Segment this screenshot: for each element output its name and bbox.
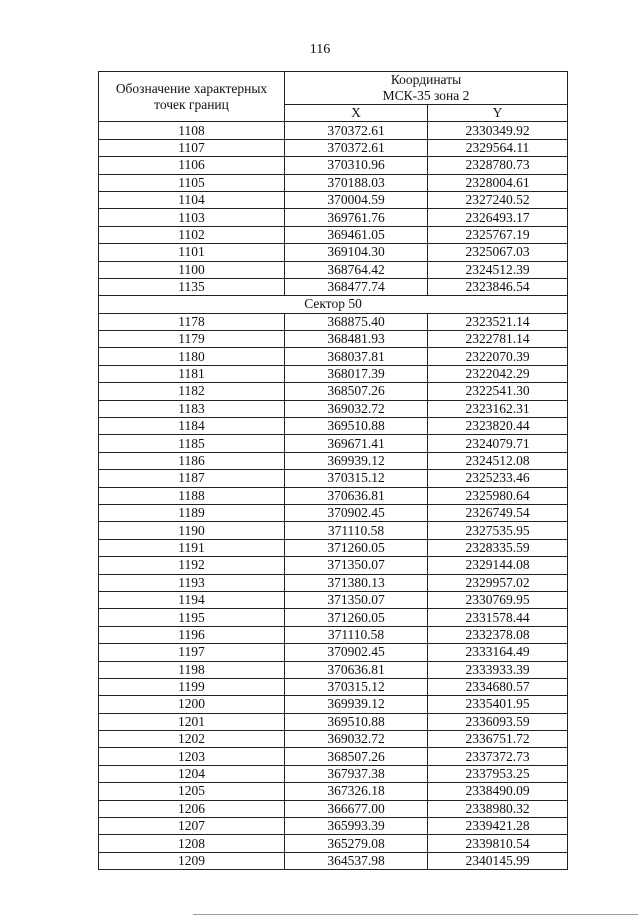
point-id-cell: 1190 [99,522,285,539]
page-number: 116 [309,42,331,57]
x-coordinate-cell: 370315.12 [285,470,428,487]
y-coordinate-cell: 2325233.46 [428,470,568,487]
point-id-cell: 1101 [99,244,285,261]
x-coordinate-cell: 370372.61 [285,122,428,139]
y-coordinate-cell: 2323521.14 [428,313,568,330]
point-id-cell: 1203 [99,748,285,765]
point-id-cell: 1192 [99,557,285,574]
coordinates-table [98,71,568,870]
y-coordinate-cell: 2326493.17 [428,209,568,226]
point-id-cell: 1191 [99,539,285,556]
y-coordinate-cell: 2330769.95 [428,591,568,608]
point-id-cell: 1207 [99,818,285,835]
point-id-cell: 1200 [99,696,285,713]
x-coordinate-cell: 369510.88 [285,418,428,435]
table-row [99,209,568,226]
x-coordinate-cell: 370310.96 [285,157,428,174]
point-id-cell: 1180 [99,348,285,365]
table-row [99,783,568,800]
x-coordinate-cell: 369461.05 [285,226,428,243]
table-row [99,418,568,435]
point-id-cell: 1185 [99,435,285,452]
x-coordinate-cell: 368875.40 [285,313,428,330]
point-id-cell: 1193 [99,574,285,591]
header-coordinates [285,72,568,105]
x-coordinate-cell: 369032.72 [285,731,428,748]
point-id-cell: 1208 [99,835,285,852]
x-coordinate-cell: 368017.39 [285,365,428,382]
table-row [99,226,568,243]
point-id-cell: 1198 [99,661,285,678]
header-point-designation [99,72,285,122]
table-header [99,72,568,122]
x-coordinate-cell: 369104.30 [285,244,428,261]
x-coordinate-cell: 369761.76 [285,209,428,226]
x-coordinate-cell: 369939.12 [285,452,428,469]
point-id-cell: 1184 [99,418,285,435]
point-id-cell: 1182 [99,383,285,400]
x-coordinate-cell: 365993.39 [285,818,428,835]
y-coordinate-cell: 2322070.39 [428,348,568,365]
y-coordinate-cell: 2333933.39 [428,661,568,678]
table-row [99,504,568,521]
x-coordinate-cell: 371350.07 [285,591,428,608]
x-coordinate-cell: 364537.98 [285,852,428,869]
table-row [99,852,568,869]
header-coordinate-system: МСК-35 зона 2 [382,88,470,103]
point-id-cell: 1189 [99,504,285,521]
x-coordinate-cell: 367937.38 [285,765,428,782]
y-coordinate-cell: 2339810.54 [428,835,568,852]
table-row [99,313,568,330]
x-coordinate-cell: 371380.13 [285,574,428,591]
point-id-cell: 1209 [99,852,285,869]
point-id-cell: 1178 [99,313,285,330]
table-row [99,800,568,817]
point-id-cell: 1106 [99,157,285,174]
point-id-cell: 1196 [99,626,285,643]
point-id-cell: 1205 [99,783,285,800]
y-coordinate-cell: 2327240.52 [428,191,568,208]
x-coordinate-cell: 371350.07 [285,557,428,574]
table-row [99,278,568,295]
table-row [99,748,568,765]
point-id-cell: 1186 [99,452,285,469]
table-row [99,174,568,191]
header-point-designation-text: Обозначение характерных точек границ [115,80,268,112]
table-row [99,818,568,835]
x-coordinate-cell: 369939.12 [285,696,428,713]
point-id-cell: 1188 [99,487,285,504]
x-coordinate-cell: 370902.45 [285,644,428,661]
sector-label: Сектор 50 [99,296,568,313]
x-coordinate-cell: 371110.58 [285,626,428,643]
x-coordinate-cell: 370636.81 [285,487,428,504]
y-coordinate-cell: 2328335.59 [428,539,568,556]
y-coordinate-cell: 2337372.73 [428,748,568,765]
table-row [99,487,568,504]
point-id-cell: 1187 [99,470,285,487]
point-id-cell: 1201 [99,713,285,730]
y-coordinate-cell: 2326749.54 [428,504,568,521]
table-row [99,331,568,348]
y-coordinate-cell: 2330349.92 [428,122,568,139]
table-row [99,731,568,748]
table-body-group-2 [99,313,568,870]
point-id-cell: 1206 [99,800,285,817]
x-coordinate-cell: 371260.05 [285,609,428,626]
table-row [99,609,568,626]
x-coordinate-cell: 366677.00 [285,800,428,817]
x-coordinate-cell: 368507.26 [285,748,428,765]
x-coordinate-cell: 369671.41 [285,435,428,452]
point-id-cell: 1197 [99,644,285,661]
y-coordinate-cell: 2338980.32 [428,800,568,817]
sector-divider [99,296,568,313]
table-row [99,191,568,208]
x-coordinate-cell: 368477.74 [285,278,428,295]
point-id-cell: 1107 [99,139,285,156]
sector-row [99,296,568,313]
y-coordinate-cell: 2323820.44 [428,418,568,435]
x-coordinate-cell: 368037.81 [285,348,428,365]
x-coordinate-cell: 369032.72 [285,400,428,417]
x-coordinate-cell: 371260.05 [285,539,428,556]
y-coordinate-cell: 2323846.54 [428,278,568,295]
table-row [99,244,568,261]
point-id-cell: 1179 [99,331,285,348]
bottom-edge-line [193,914,638,915]
y-coordinate-cell: 2324512.39 [428,261,568,278]
y-coordinate-cell: 2337953.25 [428,765,568,782]
y-coordinate-cell: 2340145.99 [428,852,568,869]
point-id-cell: 1105 [99,174,285,191]
point-id-cell: 1181 [99,365,285,382]
point-id-cell: 1204 [99,765,285,782]
point-id-cell: 1108 [99,122,285,139]
x-coordinate-cell: 370315.12 [285,678,428,695]
x-coordinate-cell: 371110.58 [285,522,428,539]
table-row [99,365,568,382]
header-x: X [285,105,428,122]
table-row [99,678,568,695]
y-coordinate-cell: 2328780.73 [428,157,568,174]
table-row [99,557,568,574]
x-coordinate-cell: 368507.26 [285,383,428,400]
point-id-cell: 1199 [99,678,285,695]
y-coordinate-cell: 2336093.59 [428,713,568,730]
table-row [99,122,568,139]
x-coordinate-cell: 370636.81 [285,661,428,678]
table-row [99,591,568,608]
table-row [99,470,568,487]
y-coordinate-cell: 2333164.49 [428,644,568,661]
y-coordinate-cell: 2331578.44 [428,609,568,626]
y-coordinate-cell: 2338490.09 [428,783,568,800]
table-row [99,522,568,539]
table-row [99,261,568,278]
table-row [99,626,568,643]
header-y: Y [428,105,568,122]
table-row [99,452,568,469]
table-row [99,157,568,174]
y-coordinate-cell: 2322541.30 [428,383,568,400]
x-coordinate-cell: 370004.59 [285,191,428,208]
point-id-cell: 1194 [99,591,285,608]
point-id-cell: 1183 [99,400,285,417]
table-row [99,383,568,400]
y-coordinate-cell: 2324079.71 [428,435,568,452]
table-row [99,765,568,782]
y-coordinate-cell: 2329957.02 [428,574,568,591]
y-coordinate-cell: 2335401.95 [428,696,568,713]
header-coordinates-title: Координаты [390,72,462,87]
point-id-cell: 1202 [99,731,285,748]
point-id-cell: 1103 [99,209,285,226]
y-coordinate-cell: 2336751.72 [428,731,568,748]
point-id-cell: 1135 [99,278,285,295]
y-coordinate-cell: 2322042.29 [428,365,568,382]
point-id-cell: 1195 [99,609,285,626]
y-coordinate-cell: 2325067.03 [428,244,568,261]
y-coordinate-cell: 2329564.11 [428,139,568,156]
table-row [99,574,568,591]
y-coordinate-cell: 2325767.19 [428,226,568,243]
table-body-group-1 [99,122,568,296]
point-id-cell: 1100 [99,261,285,278]
y-coordinate-cell: 2327535.95 [428,522,568,539]
x-coordinate-cell: 368481.93 [285,331,428,348]
x-coordinate-cell: 365279.08 [285,835,428,852]
y-coordinate-cell: 2328004.61 [428,174,568,191]
y-coordinate-cell: 2324512.08 [428,452,568,469]
y-coordinate-cell: 2339421.28 [428,818,568,835]
table-row [99,539,568,556]
point-id-cell: 1102 [99,226,285,243]
point-id-cell: 1104 [99,191,285,208]
x-coordinate-cell: 369510.88 [285,713,428,730]
table-row [99,696,568,713]
y-coordinate-cell: 2334680.57 [428,678,568,695]
table-row [99,661,568,678]
x-coordinate-cell: 367326.18 [285,783,428,800]
x-coordinate-cell: 370902.45 [285,504,428,521]
x-coordinate-cell: 370372.61 [285,139,428,156]
table-row [99,644,568,661]
x-coordinate-cell: 370188.03 [285,174,428,191]
table-row [99,835,568,852]
y-coordinate-cell: 2325980.64 [428,487,568,504]
y-coordinate-cell: 2322781.14 [428,331,568,348]
table-row [99,435,568,452]
table-row [99,348,568,365]
table-row [99,713,568,730]
table-row [99,400,568,417]
y-coordinate-cell: 2332378.08 [428,626,568,643]
y-coordinate-cell: 2323162.31 [428,400,568,417]
x-coordinate-cell: 368764.42 [285,261,428,278]
table-row [99,139,568,156]
y-coordinate-cell: 2329144.08 [428,557,568,574]
